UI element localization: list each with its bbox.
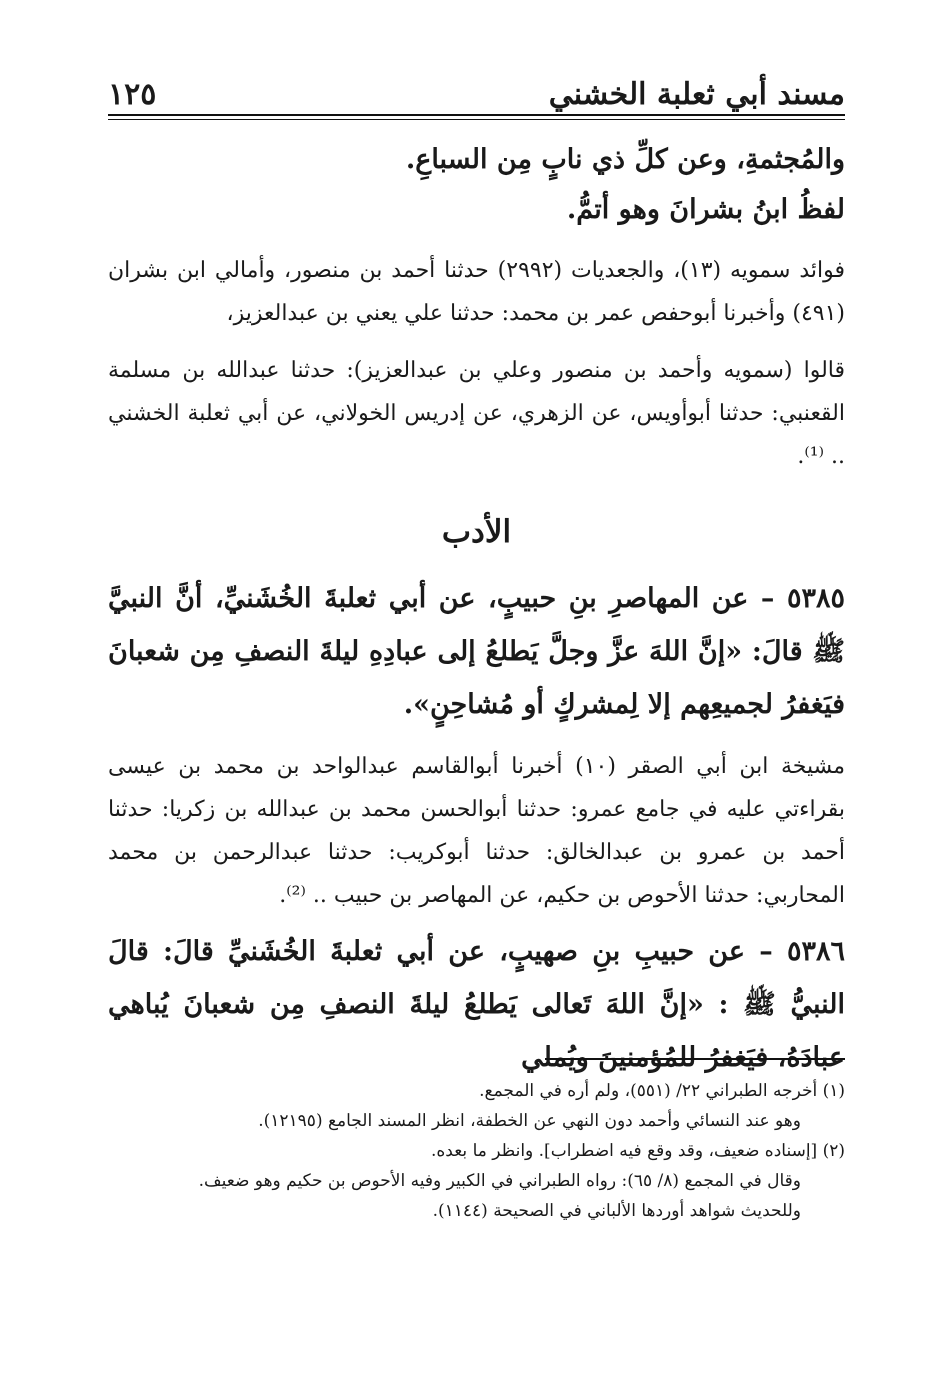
header-rule (108, 114, 845, 116)
footnotes (108, 1076, 845, 1226)
hadith-text: – عن المهاصرِ بنِ حبيبٍ، عن أبي ثعلبةَ الخُشَنيِّ، أنَّ النبيَّ ﷺ قالَ: «إنَّ اللهَ عزَّ وجلَّ يَطلعُ إلى عبادِهِ ليلةَ النصفِ مِن شعبانَ فيَغفرُ لجميعِهم إلا لِمشركٍ أو مُشاحِنٍ». (108, 583, 845, 720)
footnote-2-cont: وقال في المجمع (٨/ ٦٥): رواه الطبراني في الكبير وفيه الأحوص بن حكيم وهو ضعيف. (198, 1171, 801, 1191)
isnad-paragraph: قالوا (سمويه وأحمد بن منصور وعلي بن عبدالعزيز): حدثنا عبدالله بن مسلمة القعنبي: حدثنا أبوأويس، عن الزهري، عن إدريس الخولاني، عن أبي ثعلبة الخشني .. ⁽¹⁾. (108, 358, 845, 469)
isnad-paragraph: مشيخة ابن أبي الصقر (١٠) أخبرنا أبوالقاسم عبدالواحد بن محمد بن عيسى بقراءتي عليه في جامع عمرو: حدثنا أبوالحسن محمد بن عبدالله بن زكريا: حدثنا أحمد بن عمرو بن عبدالخالق: حدثنا أبوكريب: حدثنا عبدالرحمن بن محمد المحاربي: حدثنا الأحوص بن حكيم، عن المهاصر بن حبيب .. ⁽²⁾. (108, 754, 845, 908)
matn-line: لفظُ ابنُ بشرانَ وهو أتمُّ. (566, 194, 845, 225)
hadith-number: ٥٣٨٦ (786, 936, 845, 967)
footnote-separator (545, 1058, 845, 1060)
footnote-1: (١) أخرجه الطبراني ٢٢/ (٥٥١)، ولم أره في المجمع. (479, 1081, 845, 1101)
footnote-2-cont: وللحديث شواهد أوردها الألباني في الصحيحة (١١٤٤). (432, 1201, 801, 1221)
footnote-1-cont: وهو عند النسائي وأحمد دون النهي عن الخطفة، انظر المسند الجامع (١٢١٩٥). (258, 1111, 801, 1131)
page-title: مسند أبي ثعلبة الخشني (548, 77, 845, 112)
hadith-5385 (108, 572, 845, 731)
running-head (108, 70, 845, 112)
hadith-5386 (108, 925, 845, 1084)
hadith-text: – عن حبيبِ بنِ صهيبٍ، عن أبي ثعلبةَ الخُشَنيِّ قالَ: قالَ النبيُّ ﷺ : «إنَّ اللهَ تَعالى يَطلعُ ليلةَ النصفِ مِن شعبانَ يُباهي عبادَهُ، فيَغفرُ للمُؤمنينَ ويُملي (108, 936, 845, 1073)
matn-line: والمُجثمةِ، وعن كلِّ ذي نابٍ مِن السباعِ. (405, 144, 845, 175)
hadith-number: ٥٣٨٥ (786, 583, 845, 614)
page-number: ١٢٥ (108, 77, 157, 112)
isnad-paragraph: فوائد سمويه (١٣)، والجعديات (٢٩٩٢) حدثنا أحمد بن منصور، وأمالي ابن بشران (٤٩١) وأخبرنا أبوحفص عمر بن محمد: حدثنا علي يعني بن عبدالعزيز، (108, 258, 846, 326)
section-heading: الأدب (441, 514, 512, 550)
page-body (108, 135, 845, 1084)
footnote-2: (٢) [إسناده ضعيف، وقد وقع فيه اضطراب]. وانظر ما بعده. (431, 1141, 845, 1161)
header-rule-thin (108, 119, 845, 120)
